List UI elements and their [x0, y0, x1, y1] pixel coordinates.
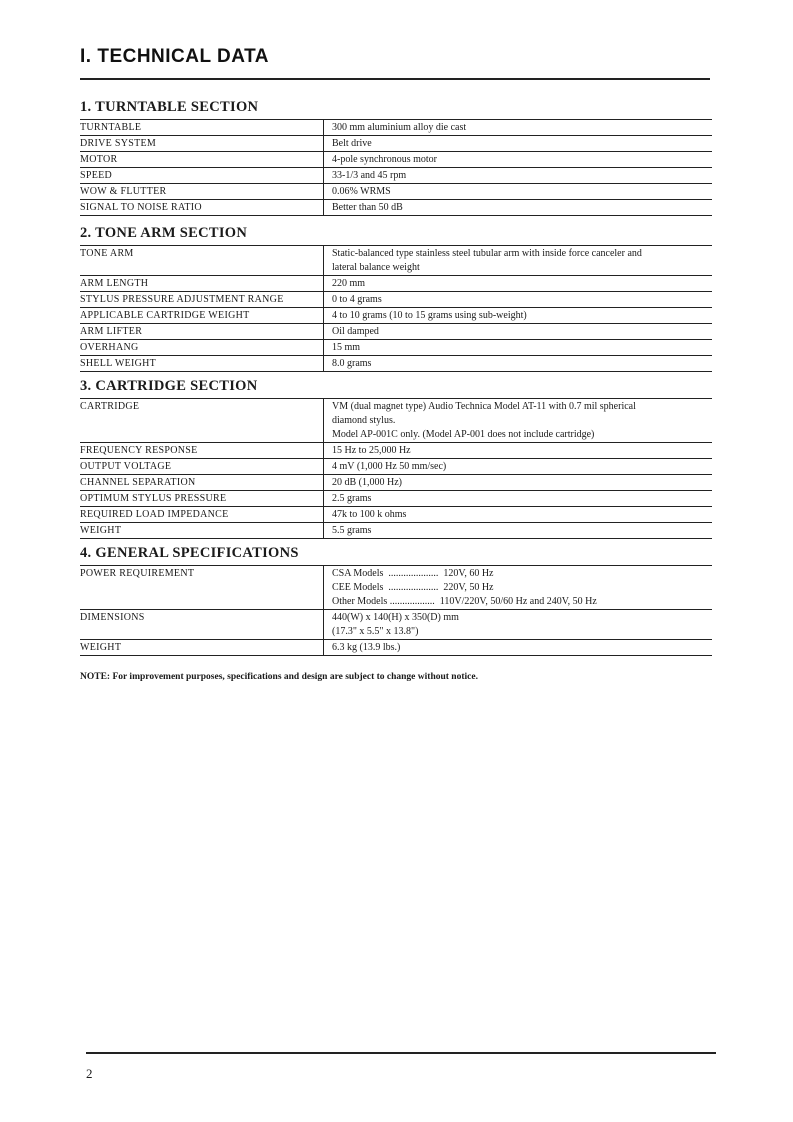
spec-row [80, 356, 712, 372]
spec-value-line: 4 mV (1,000 Hz 50 mm/sec) [332, 461, 447, 472]
spec-value [323, 308, 712, 323]
spec-table [80, 565, 712, 656]
spec-label: FREQUENCY RESPONSE [80, 445, 198, 456]
spec-value [323, 324, 712, 339]
spec-row [80, 324, 712, 340]
note-text: NOTE: For improvement purposes, specifications and design are subject to change without notice. [80, 672, 478, 682]
title-divider [80, 78, 710, 80]
spec-row [80, 491, 712, 507]
spec-value-line: Oil damped [332, 326, 379, 337]
spec-row [80, 136, 712, 152]
spec-label: ARM LENGTH [80, 278, 149, 289]
spec-label: WOW & FLUTTER [80, 186, 167, 197]
spec-row [80, 200, 712, 216]
spec-label: SPEED [80, 170, 113, 181]
spec-value-line: Belt drive [332, 138, 372, 149]
spec-value [323, 152, 712, 167]
spec-value [323, 475, 712, 490]
spec-value [323, 507, 712, 522]
spec-value-line: 5.5 grams [332, 525, 372, 536]
spec-label: STYLUS PRESSURE ADJUSTMENT RANGE [80, 294, 284, 305]
spec-label: SIGNAL TO NOISE RATIO [80, 202, 202, 213]
spec-value [323, 200, 712, 215]
spec-label: DRIVE SYSTEM [80, 138, 157, 149]
spec-section [80, 224, 712, 372]
spec-label: DIMENSIONS [80, 612, 145, 623]
spec-value-line: Model AP-001C only. (Model AP-001 does not include cartridge) [332, 429, 595, 440]
spec-row [80, 399, 712, 443]
spec-section [80, 98, 712, 216]
spec-section [80, 377, 712, 539]
spec-value [323, 292, 712, 307]
spec-value-line: 220 mm [332, 278, 366, 289]
spec-value-line: diamond stylus. [332, 415, 396, 426]
spec-value-line: (17.3" x 5.5" x 13.8") [332, 626, 419, 637]
spec-label: TURNTABLE [80, 122, 142, 133]
spec-row [80, 340, 712, 356]
spec-value-line: 8.0 grams [332, 358, 372, 369]
spec-label: ARM LIFTER [80, 326, 143, 337]
spec-value-line: 300 mm aluminium alloy die cast [332, 122, 467, 133]
spec-value [323, 443, 712, 458]
spec-row [80, 566, 712, 610]
spec-row [80, 443, 712, 459]
spec-value-line: Other Models .................. 110V/220V, 50/60 Hz and 240V, 50 Hz [332, 596, 597, 607]
spec-value-line: 4-pole synchronous motor [332, 154, 437, 165]
spec-value-line: VM (dual magnet type) Audio Technica Model AT-11 with 0.7 mil spherical [332, 401, 636, 412]
spec-label: APPLICABLE CARTRIDGE WEIGHT [80, 310, 250, 321]
spec-row [80, 184, 712, 200]
spec-value [323, 246, 712, 275]
spec-value-line: Better than 50 dB [332, 202, 403, 213]
spec-value-line: 33-1/3 and 45 rpm [332, 170, 407, 181]
spec-row [80, 610, 712, 640]
spec-value [323, 168, 712, 183]
spec-value-line: CSA Models .................... 120V, 60 Hz [332, 568, 494, 579]
spec-value [323, 459, 712, 474]
spec-label: OUTPUT VOLTAGE [80, 461, 172, 472]
spec-value-line: 20 dB (1,000 Hz) [332, 477, 402, 488]
spec-value-line: Static-balanced type stainless steel tubular arm with inside force canceler and [332, 248, 642, 259]
spec-value [323, 610, 712, 639]
spec-value [323, 356, 712, 371]
spec-value-line: 15 Hz to 25,000 Hz [332, 445, 411, 456]
spec-value [323, 276, 712, 291]
spec-label: WEIGHT [80, 642, 122, 653]
page-number: 2 [86, 1066, 93, 1081]
spec-value-line: 47k to 100 k ohms [332, 509, 407, 520]
spec-row [80, 168, 712, 184]
spec-value [323, 491, 712, 506]
spec-value [323, 184, 712, 199]
spec-label: OVERHANG [80, 342, 139, 353]
section-heading: 1. TURNTABLE SECTION [80, 99, 259, 115]
spec-label: POWER REQUIREMENT [80, 568, 195, 579]
spec-row [80, 120, 712, 136]
spec-value-line: 2.5 grams [332, 493, 372, 504]
spec-value [323, 340, 712, 355]
spec-row [80, 507, 712, 523]
spec-label: TONE ARM [80, 248, 134, 259]
spec-value [323, 566, 712, 609]
spec-value [323, 120, 712, 135]
footer-divider [86, 1052, 716, 1054]
spec-label: CARTRIDGE [80, 401, 140, 412]
spec-section [80, 544, 712, 656]
spec-value-line: 15 mm [332, 342, 361, 353]
section-heading: 2. TONE ARM SECTION [80, 225, 248, 241]
section-heading: 3. CARTRIDGE SECTION [80, 378, 258, 394]
spec-row [80, 459, 712, 475]
spec-row [80, 308, 712, 324]
spec-value-line: CEE Models .................... 220V, 50 Hz [332, 582, 494, 593]
spec-value-line: 6.3 kg (13.9 lbs.) [332, 642, 401, 653]
spec-value [323, 640, 712, 655]
spec-value-line: 0.06% WRMS [332, 186, 391, 197]
section-heading: 4. GENERAL SPECIFICATIONS [80, 545, 299, 561]
spec-label: MOTOR [80, 154, 118, 165]
spec-label: WEIGHT [80, 525, 122, 536]
spec-value-line: 440(W) x 140(H) x 350(D) mm [332, 612, 459, 623]
spec-value-line: lateral balance weight [332, 262, 420, 273]
spec-table [80, 398, 712, 539]
spec-table [80, 119, 712, 216]
spec-row [80, 523, 712, 539]
spec-value [323, 399, 712, 442]
spec-label: OPTIMUM STYLUS PRESSURE [80, 493, 227, 504]
spec-value-line: 0 to 4 grams [332, 294, 382, 305]
spec-row [80, 292, 712, 308]
spec-label: SHELL WEIGHT [80, 358, 157, 369]
spec-row [80, 640, 712, 656]
spec-label: REQUIRED LOAD IMPEDANCE [80, 509, 229, 520]
spec-label: CHANNEL SEPARATION [80, 477, 196, 488]
spec-row [80, 152, 712, 168]
spec-row [80, 276, 712, 292]
page-title: I. TECHNICAL DATA [80, 46, 269, 67]
spec-row [80, 246, 712, 276]
spec-table [80, 245, 712, 372]
spec-value [323, 136, 712, 151]
spec-value [323, 523, 712, 538]
spec-row [80, 475, 712, 491]
spec-value-line: 4 to 10 grams (10 to 15 grams using sub-weight) [332, 310, 527, 321]
